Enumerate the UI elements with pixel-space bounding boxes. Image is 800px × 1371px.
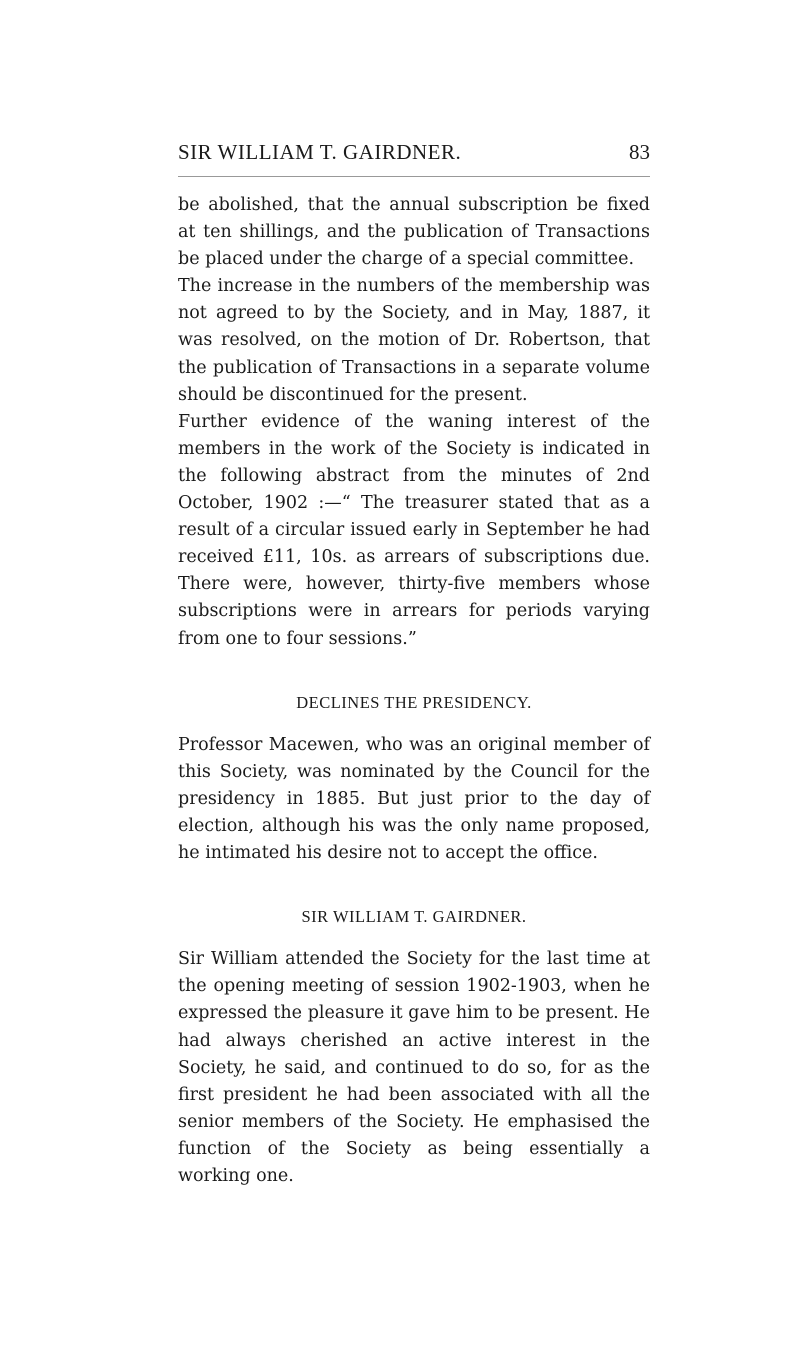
section-heading: SIR WILLIAM T. GAIRDNER. [301,907,527,927]
running-header [178,140,650,164]
section-heading: DECLINES THE PRESIDENCY. [296,692,532,712]
header-rule [178,176,650,177]
paragraph: Further evidence of the waning interest of the members in the work of the Society is indicated in the following abstract from the minutes of 2nd October, 1902 :—“ The treasurer stated that as a result of a circular issued early in September he had received £11, 10s. as arrears of subscriptions due. There were, however, thirty-five members whose subscriptions were in arrears for periods varying from one to four sessions.” [178,411,650,649]
paragraph: The increase in the numbers of the membership was not agreed to by the Society, and in May, 1887, it was resolved, on the motion of Dr. Robertson, that the publication of Transactions in a separate volume should be discontinued for the present. [178,276,650,405]
paragraph: Sir William attended the Society for the last time at the opening meeting of session 1902-1903, when he expressed the pleasure it gave him to be present. He had always cherished an active interest in the Society, he said, and continued to do so, for as the first president he had been associated with all the senior members of the Society. He emphasised the function of the Society as being essentially a working one. [178,949,650,1186]
paragraph: Professor Macewen, who was an original member of this Society, was nominated by the Council for the presidency in 1885. But just prior to the day of election, although his was the only name proposed, he intimated his desire not to accept the office. [178,734,650,864]
page-number: 83 [629,140,650,164]
body-text [178,192,650,1190]
running-title: SIR WILLIAM T. GAIRDNER. [178,140,462,164]
paragraph: be abolished, that the annual subscription be fixed at ten shillings, and the publication of Transactions be placed under the charge of a special committee. [178,195,650,270]
